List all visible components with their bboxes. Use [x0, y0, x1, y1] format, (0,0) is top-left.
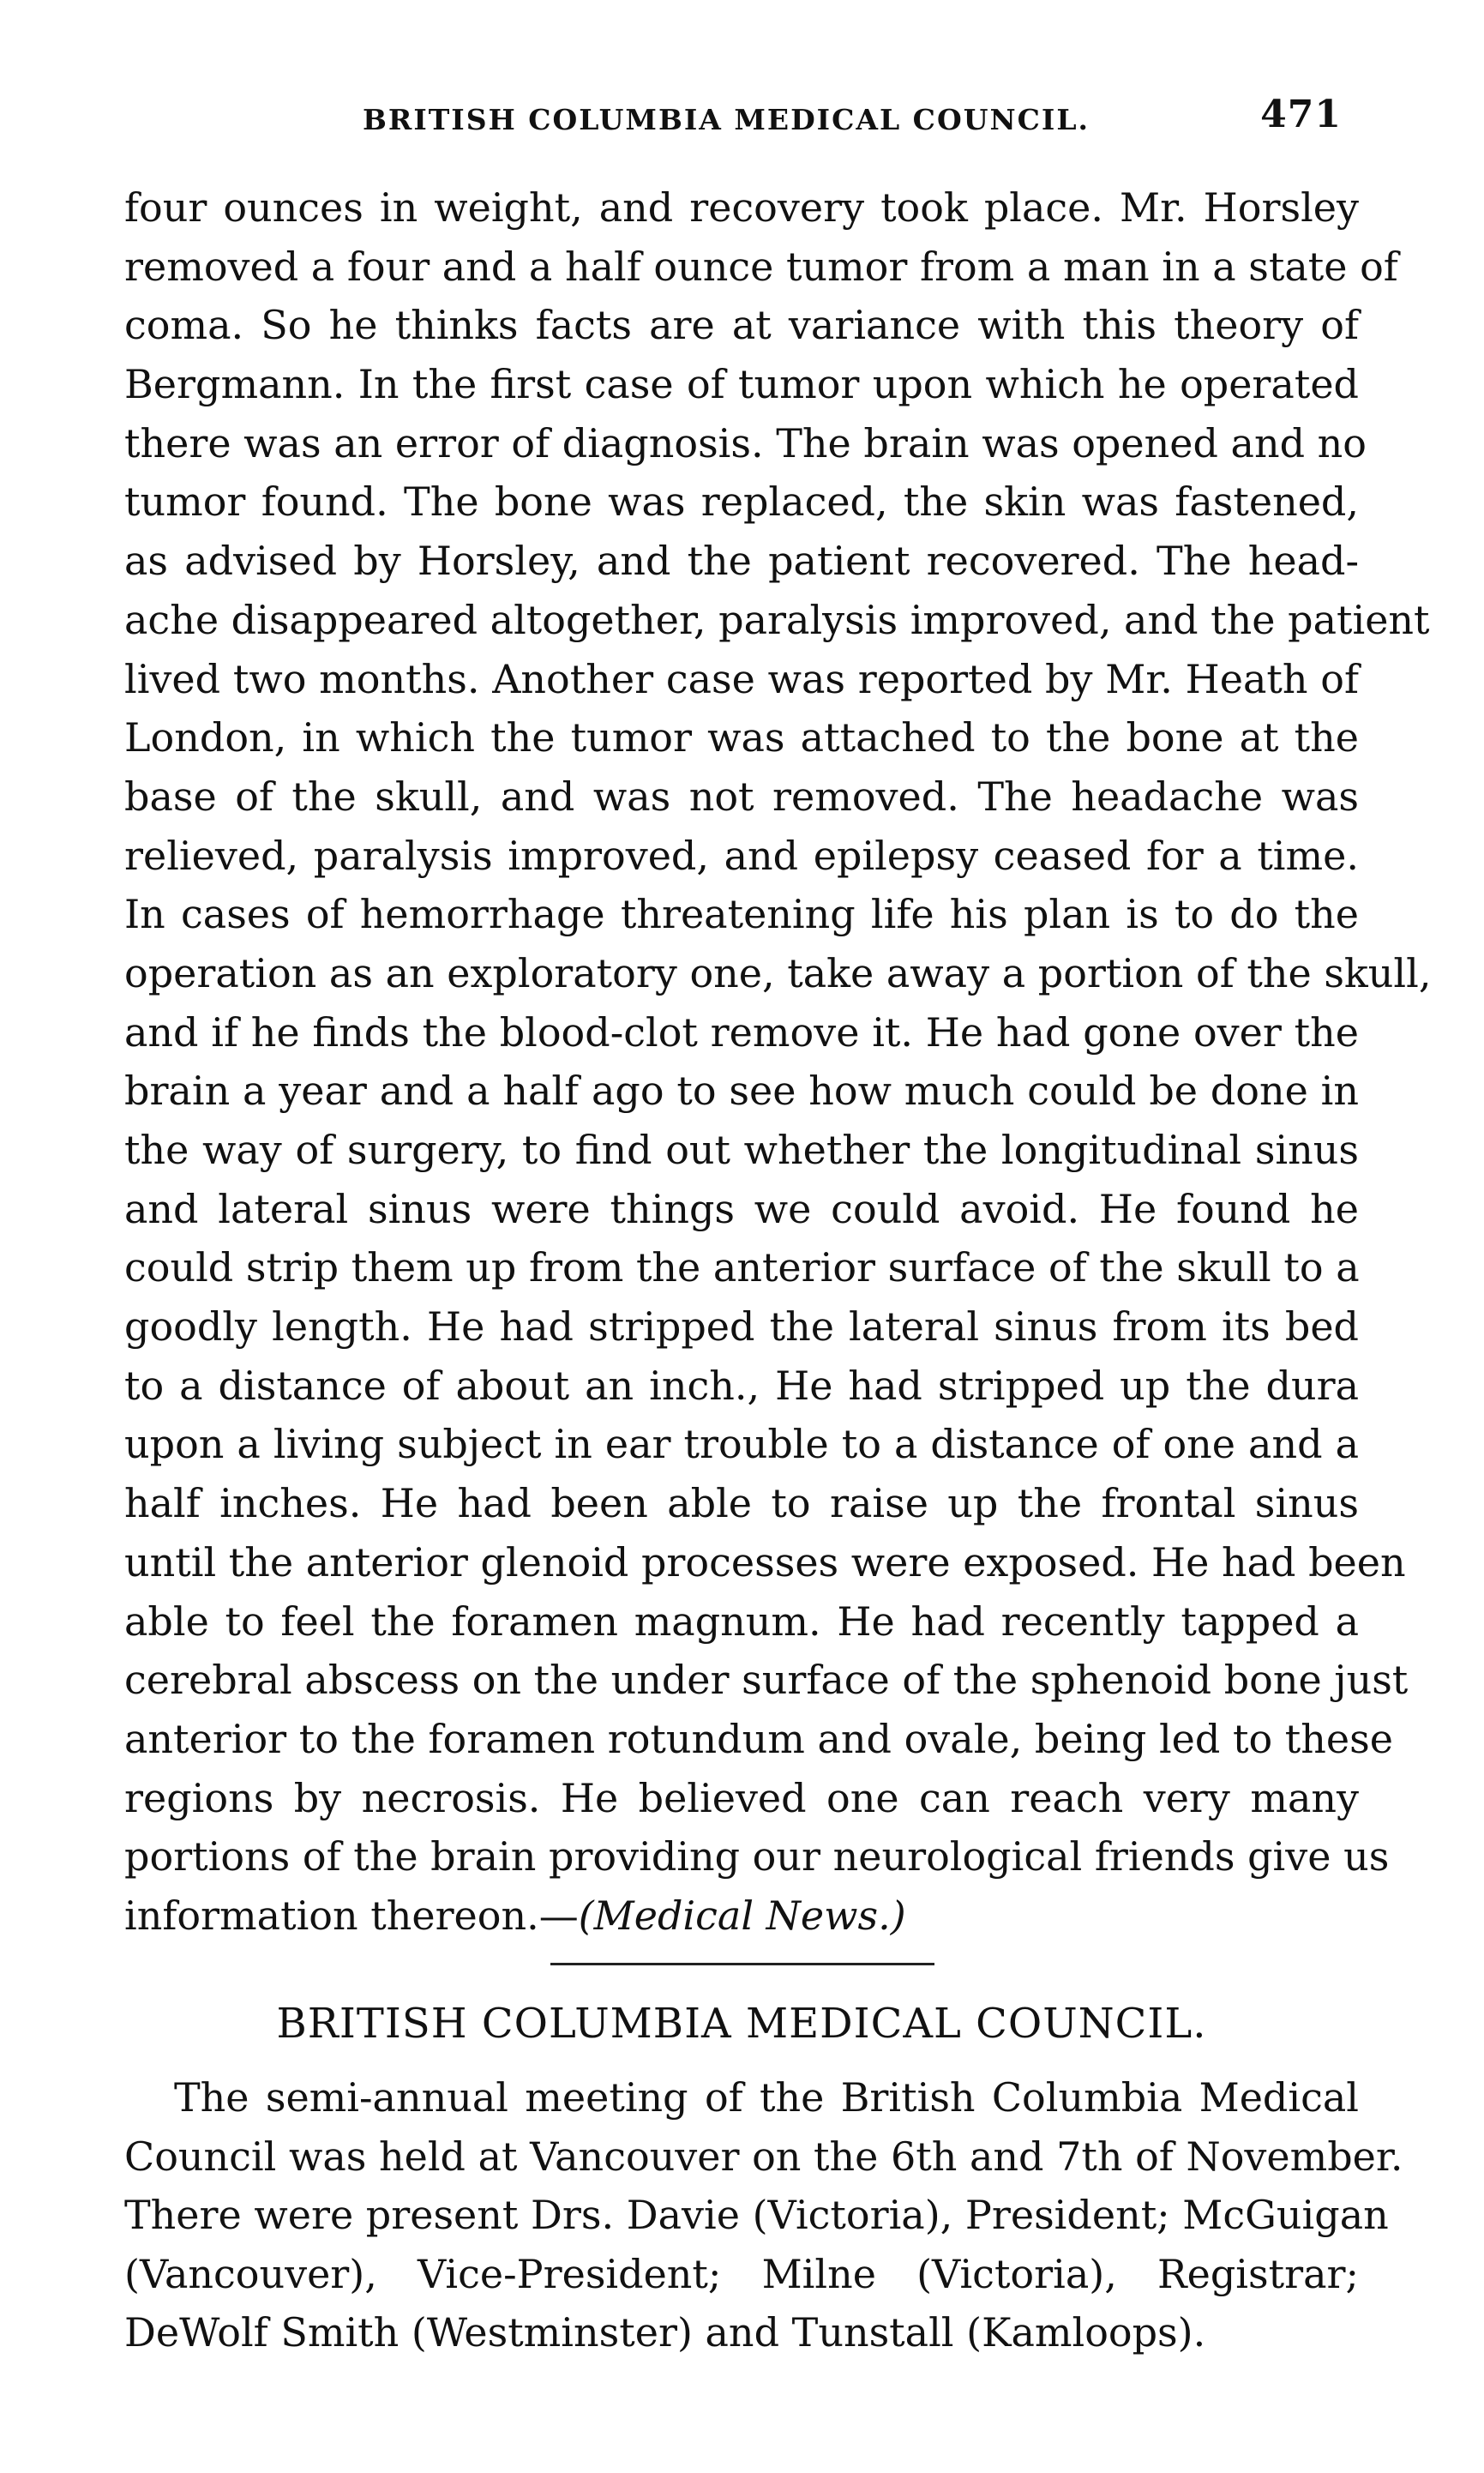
text-line: able to feel the foramen magnum. He had recently tapped a: [124, 1598, 1359, 1645]
section-paragraph: [124, 2068, 1403, 2362]
text-line-final: [124, 1886, 1359, 1946]
text-line: relieved, paralysis improved, and epilepsy ceased for a time.: [124, 832, 1359, 879]
text-line: goodly length. He had stripped the lateral sinus from its bed: [124, 1303, 1359, 1351]
section-heading: BRITISH COLUMBIA MEDICAL COUNCIL.: [276, 2000, 1207, 2048]
text-line: could strip them up from the anterior surface of the skull to a: [124, 1244, 1360, 1291]
text-line: operation as an exploratory one, take away a portion of the skull,: [124, 949, 1432, 996]
text-line: upon a living subject in ear trouble to a distance of one and a: [124, 1421, 1359, 1468]
text-line: and lateral sinus were things we could avoid. He found he: [124, 1185, 1359, 1232]
text-line: there was an error of diagnosis. The brain was opened and no: [124, 419, 1367, 466]
text-line: anterior to the foramen rotundum and ovale, being led to these: [124, 1715, 1393, 1762]
text-line: the way of surgery, to find out whether the longitudinal sinus: [124, 1127, 1359, 1173]
text-line: Bergmann. In the first case of tumor upon which he operated: [124, 361, 1359, 408]
final-line-text: information thereon.—: [124, 1892, 579, 1939]
text-line: portions of the brain providing our neurological friends give us: [124, 1833, 1390, 1880]
source-citation: (Medical News.): [578, 1892, 906, 1939]
text-line: London, in which the tumor was attached to the bone at the: [124, 714, 1359, 761]
article-continuation: [124, 178, 1432, 1946]
text-line: The semi-annual meeting of the British Columbia Medical: [174, 2074, 1359, 2121]
text-line: to a distance of about an inch., He had stripped up the dura: [124, 1362, 1359, 1409]
text-line: until the anterior glenoid processes were exposed. He had been: [124, 1538, 1406, 1585]
text-line: coma. So he thinks facts are at variance with this theory of: [124, 302, 1359, 349]
text-line: lived two months. Another case was reported by Mr. Heath of: [124, 655, 1359, 702]
text-line: removed a four and a half ounce tumor from a man in a state of: [124, 243, 1398, 290]
text-line: four ounces in weight, and recovery took place. Mr. Horsley: [124, 184, 1359, 231]
text-line: cerebral abscess on the under surface of the sphenoid bone just: [124, 1657, 1409, 1704]
text-line: In cases of hemorrhage threatening life his plan is to do the: [124, 891, 1359, 938]
text-line: There were present Drs. Davie (Victoria), President; McGuigan: [124, 2192, 1389, 2238]
text-line: as advised by Horsley, and the patient recovered. The head-: [124, 538, 1359, 585]
text-line: tumor found. The bone was replaced, the skin was fastened,: [124, 478, 1359, 526]
section-divider-rule: [550, 1963, 934, 1965]
page-number: 471: [1260, 93, 1342, 136]
running-head: [124, 93, 1359, 141]
text-line: DeWolf Smith (Westminster) and Tunstall (Kamloops).: [124, 2309, 1206, 2356]
text-line: ache disappeared altogether, paralysis improved, and the patient: [124, 596, 1430, 643]
running-head-title: BRITISH COLUMBIA MEDICAL COUNCIL.: [363, 103, 1090, 136]
text-line: base of the skull, and was not removed. The headache was: [124, 773, 1359, 820]
text-line: brain a year and a half ago to see how much could be done in: [124, 1068, 1359, 1115]
text-line: regions by necrosis. He believed one can reach very many: [124, 1774, 1359, 1821]
text-line: and if he finds the blood-clot remove it. He had gone over the: [124, 1008, 1359, 1056]
text-line: half inches. He had been able to raise up the frontal sinus: [124, 1480, 1359, 1527]
text-line: (Vancouver), Vice-President; Milne (Victoria), Registrar;: [124, 2250, 1359, 2297]
text-line: Council was held at Vancouver on the 6th and 7th of November.: [124, 2133, 1403, 2180]
